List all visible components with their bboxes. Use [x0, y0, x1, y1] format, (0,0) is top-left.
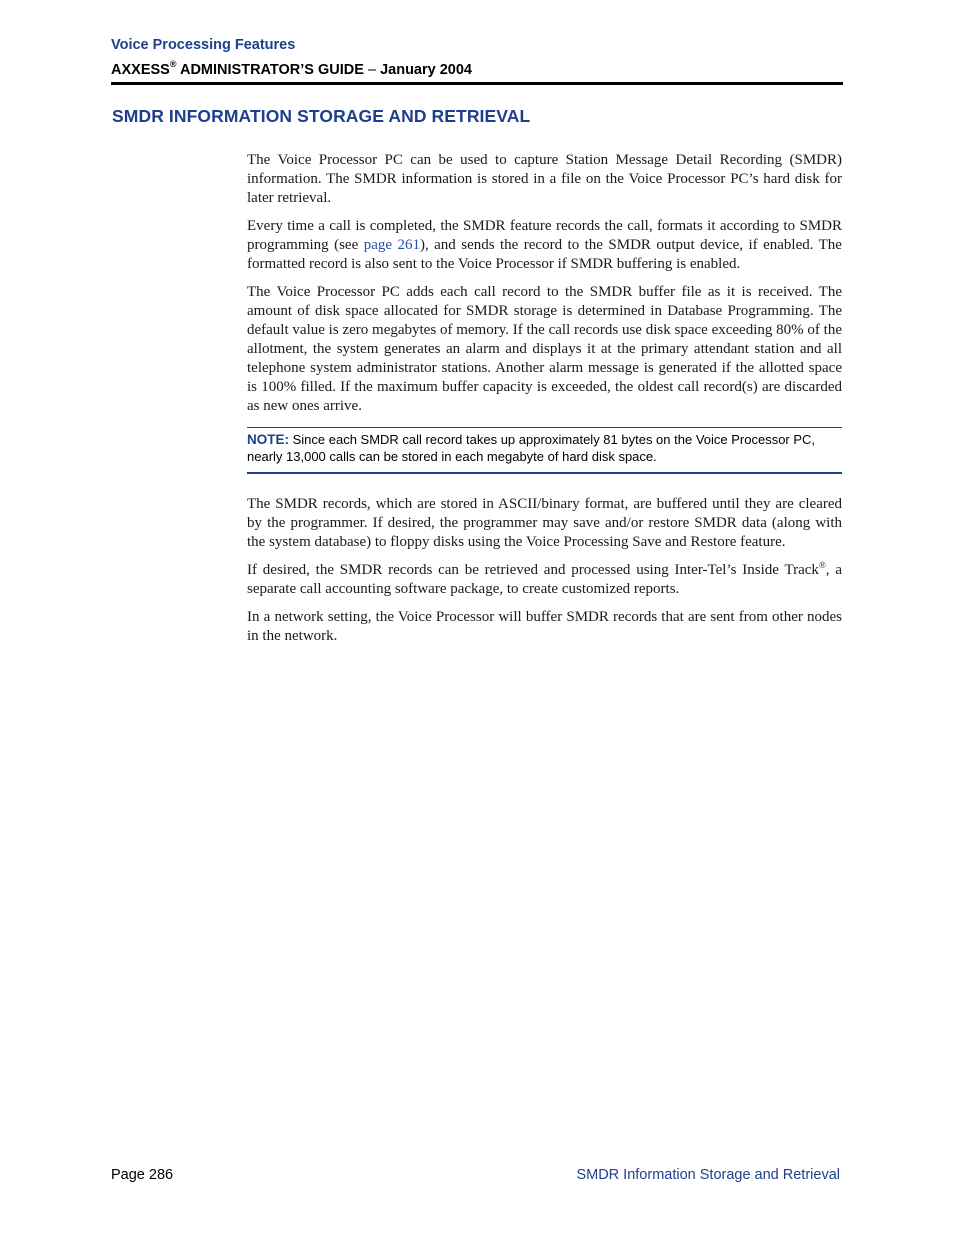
note-box	[247, 427, 842, 474]
footer-section-title: SMDR Information Storage and Retrieval	[576, 1167, 840, 1183]
paragraph-capture: The Voice Processor PC can be used to capture Station Message Detail Recording (SMDR) information. The SMDR information is stored in a file on the Voice Processor PC’s hard disk for later retrieval.	[247, 152, 842, 206]
paragraph-call-records-end: ), and sends the record to the SMDR output device, if enabled. The formatted record is also sent to the Voice Processor if SMDR buffering is enabled.	[247, 237, 842, 273]
note-label: NOTE:	[247, 431, 289, 447]
guide-title: ADMINISTRATOR’S GUIDE	[179, 61, 364, 78]
note-text: Since each SMDR call record takes up approximately 81 bytes on the Voice Processor PC, nearly 13,000 calls can be stored in each megabyte of hard disk space.	[247, 431, 816, 464]
guide-date: January 2004	[380, 61, 472, 78]
section-title: SMDR INFORMATION STORAGE AND RETRIEVAL	[112, 106, 531, 126]
paragraph-network: In a network setting, the Voice Processor will buffer SMDR records that are sent from other nodes in the network.	[247, 609, 842, 645]
paragraph-inside-track-end: , a separate call accounting software package, to create customized reports.	[247, 562, 842, 597]
inside-track-registered-mark: ®	[818, 560, 826, 570]
paragraph-call-records	[247, 217, 842, 274]
guide-registered-mark: ®	[169, 59, 177, 69]
body-text	[247, 151, 842, 656]
guide-dash: –	[367, 61, 377, 78]
running-header-guide	[111, 60, 472, 78]
paragraph-ascii-binary: The SMDR records, which are stored in ASCII/binary format, are buffered until they are cleared by the programmer. If desired, the programmer may save and/or restore SMDR data (along with the system database) to floppy disks using the Voice Processing Save and Restore feature.	[247, 495, 842, 550]
footer-page-number: Page 286	[111, 1167, 174, 1183]
header-rule	[111, 82, 843, 85]
running-header-section: Voice Processing Features	[111, 37, 296, 53]
paragraph-buffer-file: The Voice Processor PC adds each call record to the SMDR buffer file as it is received. The amount of disk space allocated for SMDR storage is determined in Database Programming. The default value is zero megabytes of memory. If the call records use disk space exceeding 80% of the allotment, the system generates an alarm and displays it at the primary attendant station and all telephone system administrator stations. Another alarm message is generated if the allotted space is 100% filled. If the maximum buffer capacity is exceeded, the oldest call record(s) are discarded as new ones arrive.	[247, 284, 842, 414]
paragraph-inside-track-start: If desired, the SMDR records can be retrieved and processed using Inter-Tel’s Inside Track	[247, 562, 819, 578]
page-261-link[interactable]: page 261	[363, 237, 420, 254]
paragraph-inside-track	[247, 561, 842, 599]
paragraph-call-records-start: Every time a call is completed, the SMDR feature records the call, formats it according to SMDR programming (see	[247, 218, 842, 254]
guide-brand: AXXESS	[111, 61, 170, 78]
